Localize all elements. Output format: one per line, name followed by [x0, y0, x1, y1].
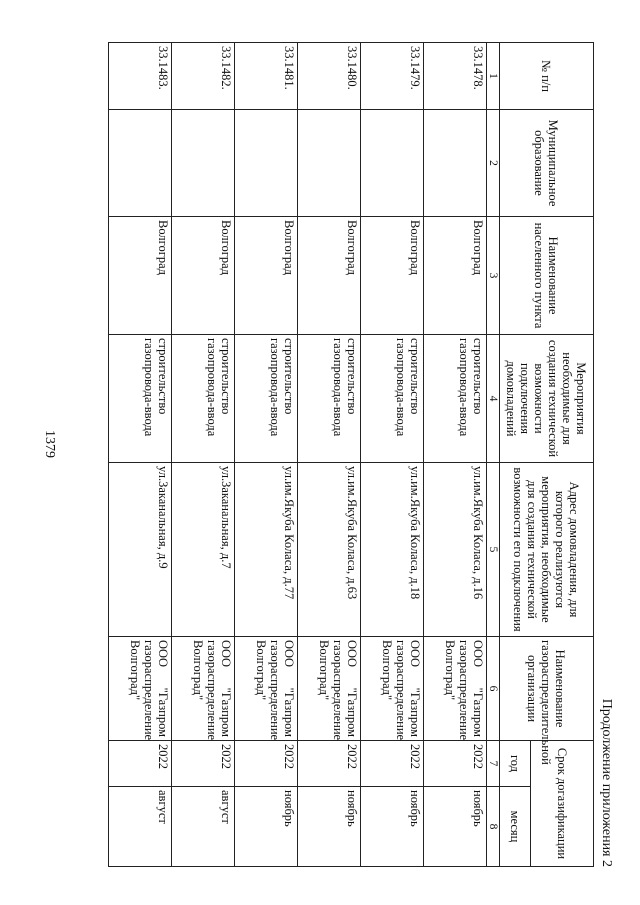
cell-num: 33.1478. — [424, 43, 487, 110]
cell-measure: строительство газопровода-ввода — [235, 335, 298, 463]
cell-municipality — [235, 110, 298, 217]
cell-address: ул.им.Якуба Коласа, д.77 — [235, 463, 298, 637]
table-row — [424, 43, 487, 867]
column-number: 2 — [487, 110, 500, 217]
cell-distributor: ООО "Газпром газораспределение Волгоград" — [172, 637, 235, 741]
cell-num: 33.1481. — [235, 43, 298, 110]
column-number: 1 — [487, 43, 500, 110]
cell-municipality — [109, 110, 172, 217]
cell-settlement: Волгоград — [235, 217, 298, 335]
cell-measure: строительство газопровода-ввода — [298, 335, 361, 463]
header-num: № п/п — [500, 43, 594, 110]
cell-year: 2022 — [172, 741, 235, 787]
cell-month: август — [172, 787, 235, 867]
cell-distributor: ООО "Газпром газораспределение Волгоград" — [361, 637, 424, 741]
header-term: Срок догазификации — [531, 741, 594, 867]
table-row — [172, 43, 235, 867]
cell-distributor: ООО "Газпром газораспределение Волгоград" — [235, 637, 298, 741]
cell-year: 2022 — [109, 741, 172, 787]
cell-num: 33.1482. — [172, 43, 235, 110]
cell-month: ноябрь — [235, 787, 298, 867]
table-row — [298, 43, 361, 867]
column-number: 7 — [487, 741, 500, 787]
cell-address: ул.им.Якуба Коласа, д.16 — [424, 463, 487, 637]
cell-num: 33.1480. — [298, 43, 361, 110]
cell-distributor: ООО "Газпром газораспределение Волгоград" — [424, 637, 487, 741]
header-year: год — [500, 741, 531, 787]
column-number: 8 — [487, 787, 500, 867]
cell-num: 33.1479. — [361, 43, 424, 110]
cell-address: ул.Заканальная, д.7 — [172, 463, 235, 637]
cell-distributor: ООО "Газпром газораспределение Волгоград" — [109, 637, 172, 741]
cell-year: 2022 — [424, 741, 487, 787]
table-row — [235, 43, 298, 867]
column-number: 5 — [487, 463, 500, 637]
header-settlement: Наименование населенного пункта — [500, 217, 594, 335]
column-number-row — [487, 43, 500, 867]
header-measures: Мероприятия необходимые для создания технической возможности подключения домовладений — [500, 335, 594, 463]
cell-measure: строительство газопровода-ввода — [172, 335, 235, 463]
header-distributor: Наименование газораспределительной организации — [500, 637, 594, 741]
cell-settlement: Волгоград — [298, 217, 361, 335]
cell-month: ноябрь — [298, 787, 361, 867]
cell-settlement: Волгоград — [172, 217, 235, 335]
cell-settlement: Волгоград — [361, 217, 424, 335]
cell-month: август — [109, 787, 172, 867]
table-row — [109, 43, 172, 867]
continuation-label: Продолжение приложения 2 — [599, 698, 614, 867]
column-number: 4 — [487, 335, 500, 463]
cell-measure: строительство газопровода-ввода — [361, 335, 424, 463]
cell-address: ул.им.Якуба Коласа, д.18 — [361, 463, 424, 637]
column-number: 6 — [487, 637, 500, 741]
rotated-sheet — [69, 2, 618, 887]
cell-address: ул.Заканальная, д.9 — [109, 463, 172, 637]
cell-municipality — [172, 110, 235, 217]
cell-municipality — [424, 110, 487, 217]
cell-municipality — [361, 110, 424, 217]
header-address: Адрес домовладения, для которого реализуются мероприятия, необходимые для создания технической возможности его подключения — [500, 463, 594, 637]
cell-num: 33.1483. — [109, 43, 172, 110]
cell-address: ул.им.Якуба Коласа, д.63 — [298, 463, 361, 637]
header-municipality: Муниципальное образование — [500, 110, 594, 217]
cell-distributor: ООО "Газпром газораспределение Волгоград" — [298, 637, 361, 741]
header-row — [531, 43, 594, 867]
cell-month: ноябрь — [424, 787, 487, 867]
header-month: месяц — [500, 787, 531, 867]
cell-year: 2022 — [235, 741, 298, 787]
cell-municipality — [298, 110, 361, 217]
cell-settlement: Волгоград — [424, 217, 487, 335]
gasification-table — [108, 42, 594, 867]
cell-year: 2022 — [361, 741, 424, 787]
table-row — [361, 43, 424, 867]
cell-measure: строительство газопровода-ввода — [109, 335, 172, 463]
column-number: 3 — [487, 217, 500, 335]
cell-year: 2022 — [298, 741, 361, 787]
cell-measure: строительство газопровода-ввода — [424, 335, 487, 463]
cell-settlement: Волгоград — [109, 217, 172, 335]
page-number: 1379 — [42, 430, 57, 458]
cell-month: ноябрь — [361, 787, 424, 867]
